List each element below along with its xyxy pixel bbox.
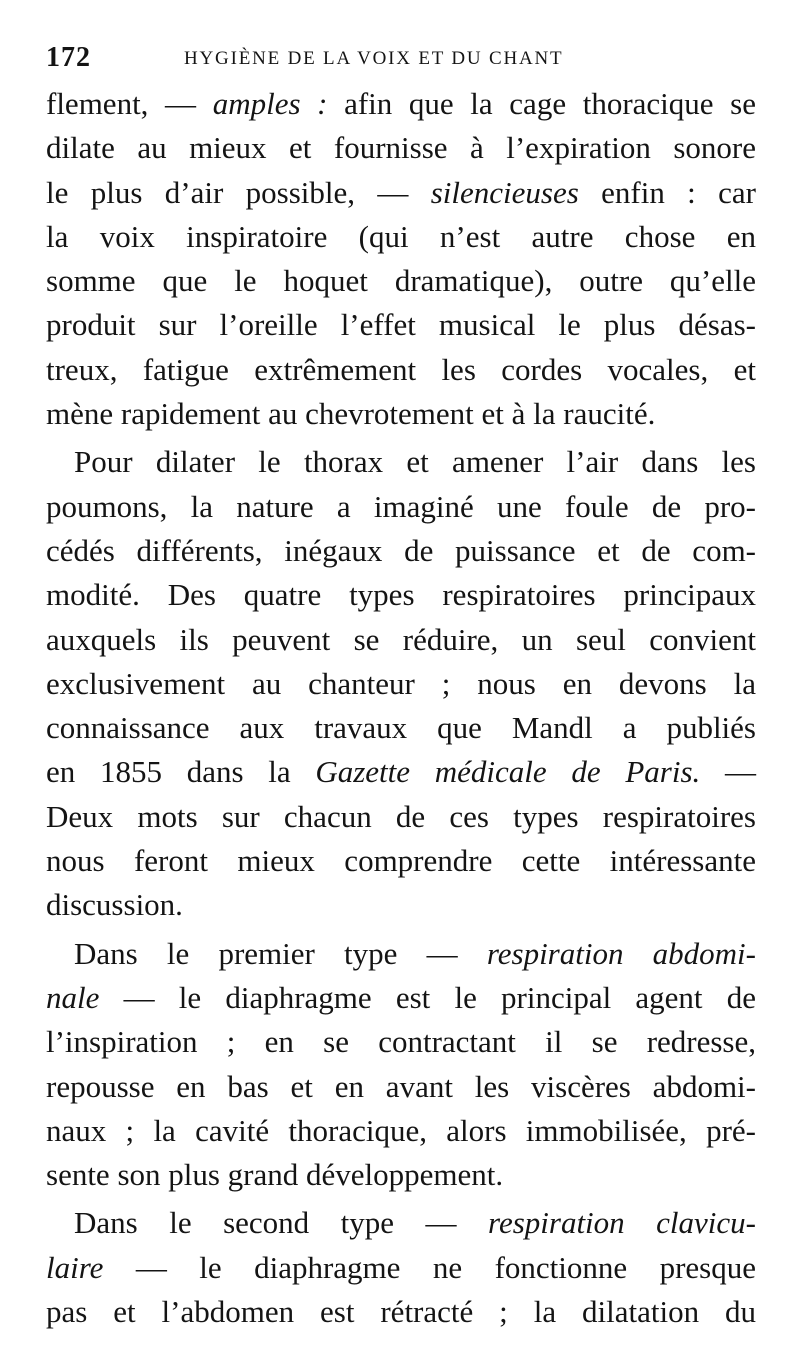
text-run: modité. Des quatre types respiratoires principaux <box>46 577 756 613</box>
text-run: treux, fatigue extrêmement les cordes vocales, et <box>46 351 756 387</box>
text-run: le plus d’air possible, — <box>46 174 431 210</box>
running-head <box>46 42 756 76</box>
text-run: pas et l’abdomen est rétracté ; la dilatation du <box>46 1294 756 1330</box>
italic-text: laire <box>46 1249 104 1285</box>
text-run: l’inspiration ; en se contractant il se redresse, <box>46 1024 756 1060</box>
text-line <box>46 1020 756 1064</box>
text-run: connaissance aux travaux que Mandl a publiés <box>46 710 756 746</box>
italic-text: respiration abdomi- <box>486 935 756 971</box>
text-line <box>46 662 756 706</box>
text-run: Dans le second type — <box>74 1205 489 1241</box>
text-line <box>46 171 756 215</box>
text-run: la voix inspiratoire (qui n’est autre chose en <box>46 218 756 254</box>
text-line <box>46 392 756 436</box>
text-run: cédés différents, inégaux de puissance et de com- <box>46 532 756 568</box>
text-run: dilate au mieux et fournisse à l’expiration sonore <box>46 130 756 166</box>
text-line <box>46 126 756 170</box>
text-run: enfin : car <box>578 174 756 210</box>
text-run: — le diaphragme est le principal agent de <box>99 979 756 1015</box>
text-line <box>46 1065 756 1109</box>
text-run: sente son plus grand développement. <box>46 1157 504 1193</box>
text-run: afin que la cage thoracique se <box>327 86 756 121</box>
body-text <box>46 82 756 1334</box>
text-line <box>46 1153 756 1197</box>
text-run: — le diaphragme ne fonctionne presque <box>103 1249 756 1285</box>
text-run: flement, — <box>46 86 213 121</box>
text-run: nous feront mieux comprendre cette intéressante <box>46 843 756 879</box>
text-line <box>46 883 756 927</box>
text-line <box>46 1290 756 1334</box>
text-run: mène rapidement au chevrotement et à la raucité. <box>46 396 656 432</box>
text-run: Pour dilater le thorax et amener l’air dans les <box>74 444 756 480</box>
text-run: poumons, la nature a imaginé une foule de pro- <box>46 488 756 524</box>
italic-text: silencieuses <box>430 174 579 210</box>
text-line <box>46 1201 756 1245</box>
text-line <box>46 485 756 529</box>
text-line <box>46 440 756 484</box>
text-run: naux ; la cavité thoracique, alors immobilisée, pré- <box>46 1112 756 1148</box>
text-run: somme que le hoquet dramatique), outre qu’elle <box>46 263 756 299</box>
text-line <box>46 82 756 126</box>
text-run: repousse en bas et en avant les viscères abdomi- <box>46 1068 756 1104</box>
text-run: — <box>700 754 756 790</box>
text-line <box>46 839 756 883</box>
page-number: 172 <box>46 42 91 73</box>
italic-text: Gazette médicale de Paris. <box>315 754 701 790</box>
text-line <box>46 215 756 259</box>
text-line <box>46 259 756 303</box>
text-line <box>46 1109 756 1153</box>
text-line <box>46 303 756 347</box>
text-run: auxquels ils peuvent se réduire, un seul convient <box>46 621 756 657</box>
running-title: HYGIÈNE DE LA VOIX ET DU CHANT <box>184 48 564 69</box>
text-run: en 1855 dans la <box>46 754 316 790</box>
text-line <box>46 976 756 1020</box>
text-line <box>46 618 756 662</box>
text-line <box>46 529 756 573</box>
text-line <box>46 573 756 617</box>
text-run: discussion. <box>46 887 183 923</box>
text-run: produit sur l’oreille l’effet musical le plus désas- <box>46 307 756 343</box>
text-line <box>46 795 756 839</box>
text-run: Deux mots sur chacun de ces types respiratoires <box>46 798 756 834</box>
text-line <box>46 348 756 392</box>
text-line <box>46 932 756 976</box>
italic-text: nale <box>46 979 100 1015</box>
text-line <box>46 706 756 750</box>
text-line <box>46 750 756 794</box>
text-run: Dans le premier type — <box>74 935 487 971</box>
italic-text: amples : <box>212 86 328 121</box>
text-line <box>46 1246 756 1290</box>
text-run: exclusivement au chanteur ; nous en devons la <box>46 665 756 701</box>
italic-text: respiration clavicu- <box>488 1205 756 1241</box>
